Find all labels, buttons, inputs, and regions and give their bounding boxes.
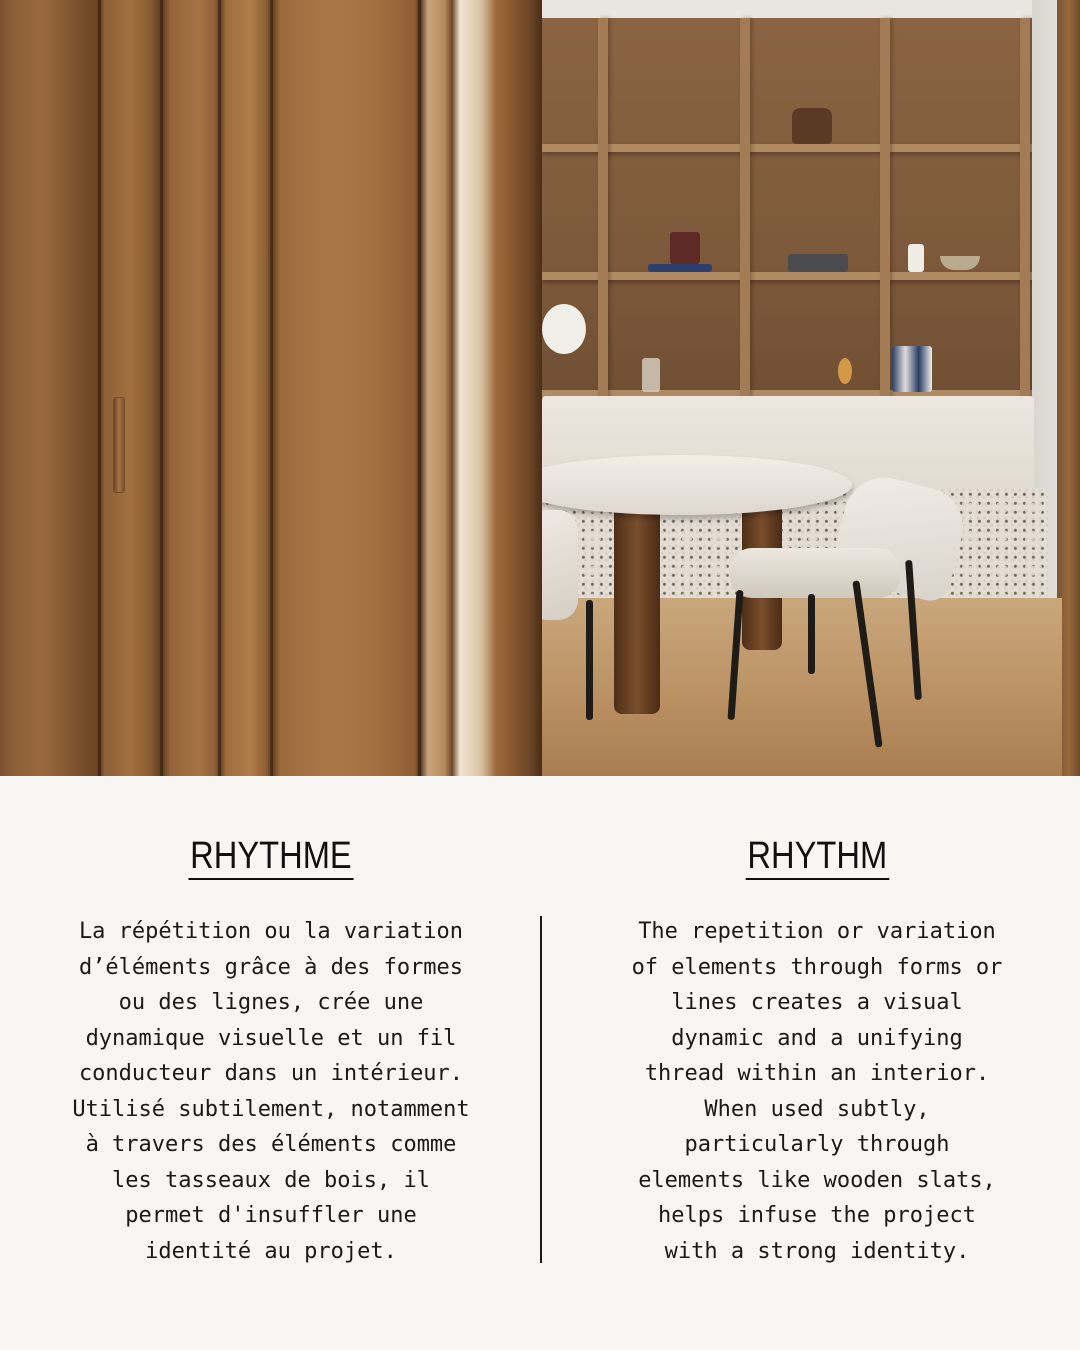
chair-seat	[730, 548, 900, 598]
body-text-en: The repetition or variation of elements through forms or lines creates a visual dynamic and a unifying thread within an interior. When used subtly, particularly through elements like wooden slats, helps infuse the project with a strong identity.	[631, 919, 1003, 1264]
candle-object	[670, 232, 700, 264]
jar-object	[908, 244, 924, 272]
shelf	[542, 144, 1032, 152]
heading-en: RHYTHM	[745, 834, 888, 880]
slat-gap	[270, 0, 273, 776]
shelf-divider	[880, 18, 890, 400]
column-divider	[540, 916, 542, 1263]
bowl-object	[792, 108, 832, 144]
shelf-divider	[598, 18, 608, 400]
chair-leg	[808, 594, 815, 674]
slat-gap	[218, 0, 221, 776]
wooden-shelving	[542, 18, 1032, 400]
magazine-stack	[788, 254, 848, 272]
heading-fr: RHYTHME	[188, 834, 353, 880]
slat-gap	[418, 0, 421, 776]
chair-leg	[586, 600, 593, 720]
ceiling	[542, 0, 1080, 20]
shelf	[542, 272, 1032, 280]
french-column	[46, 834, 496, 1269]
shelf-divider	[740, 18, 750, 400]
table-leg	[614, 500, 660, 714]
bottle-object	[642, 358, 660, 392]
english-column	[592, 834, 1042, 1269]
door-handle	[114, 398, 124, 492]
shelf-divider	[1020, 18, 1030, 400]
book-stack	[648, 264, 712, 272]
book-row	[892, 346, 932, 392]
slat-gap	[160, 0, 163, 776]
dish-object	[940, 256, 980, 270]
dining-nook-photo	[542, 0, 1080, 776]
body-text-fr: La répétition ou la variation d’éléments grâce à des formes ou des lignes, crée une dynamique visuelle et un fil conducteur dans un intérieur. Utilisé subtilement, notamment à travers des éléments comme les tasseaux de bois, il permet d'insuffler une identité au projet.	[72, 919, 470, 1264]
wooden-slats-photo	[0, 0, 542, 776]
chair-left	[542, 510, 578, 620]
slat-gap	[98, 0, 101, 776]
bulb-object	[838, 358, 852, 384]
flowers-object	[542, 304, 586, 354]
text-section	[0, 776, 1080, 1350]
